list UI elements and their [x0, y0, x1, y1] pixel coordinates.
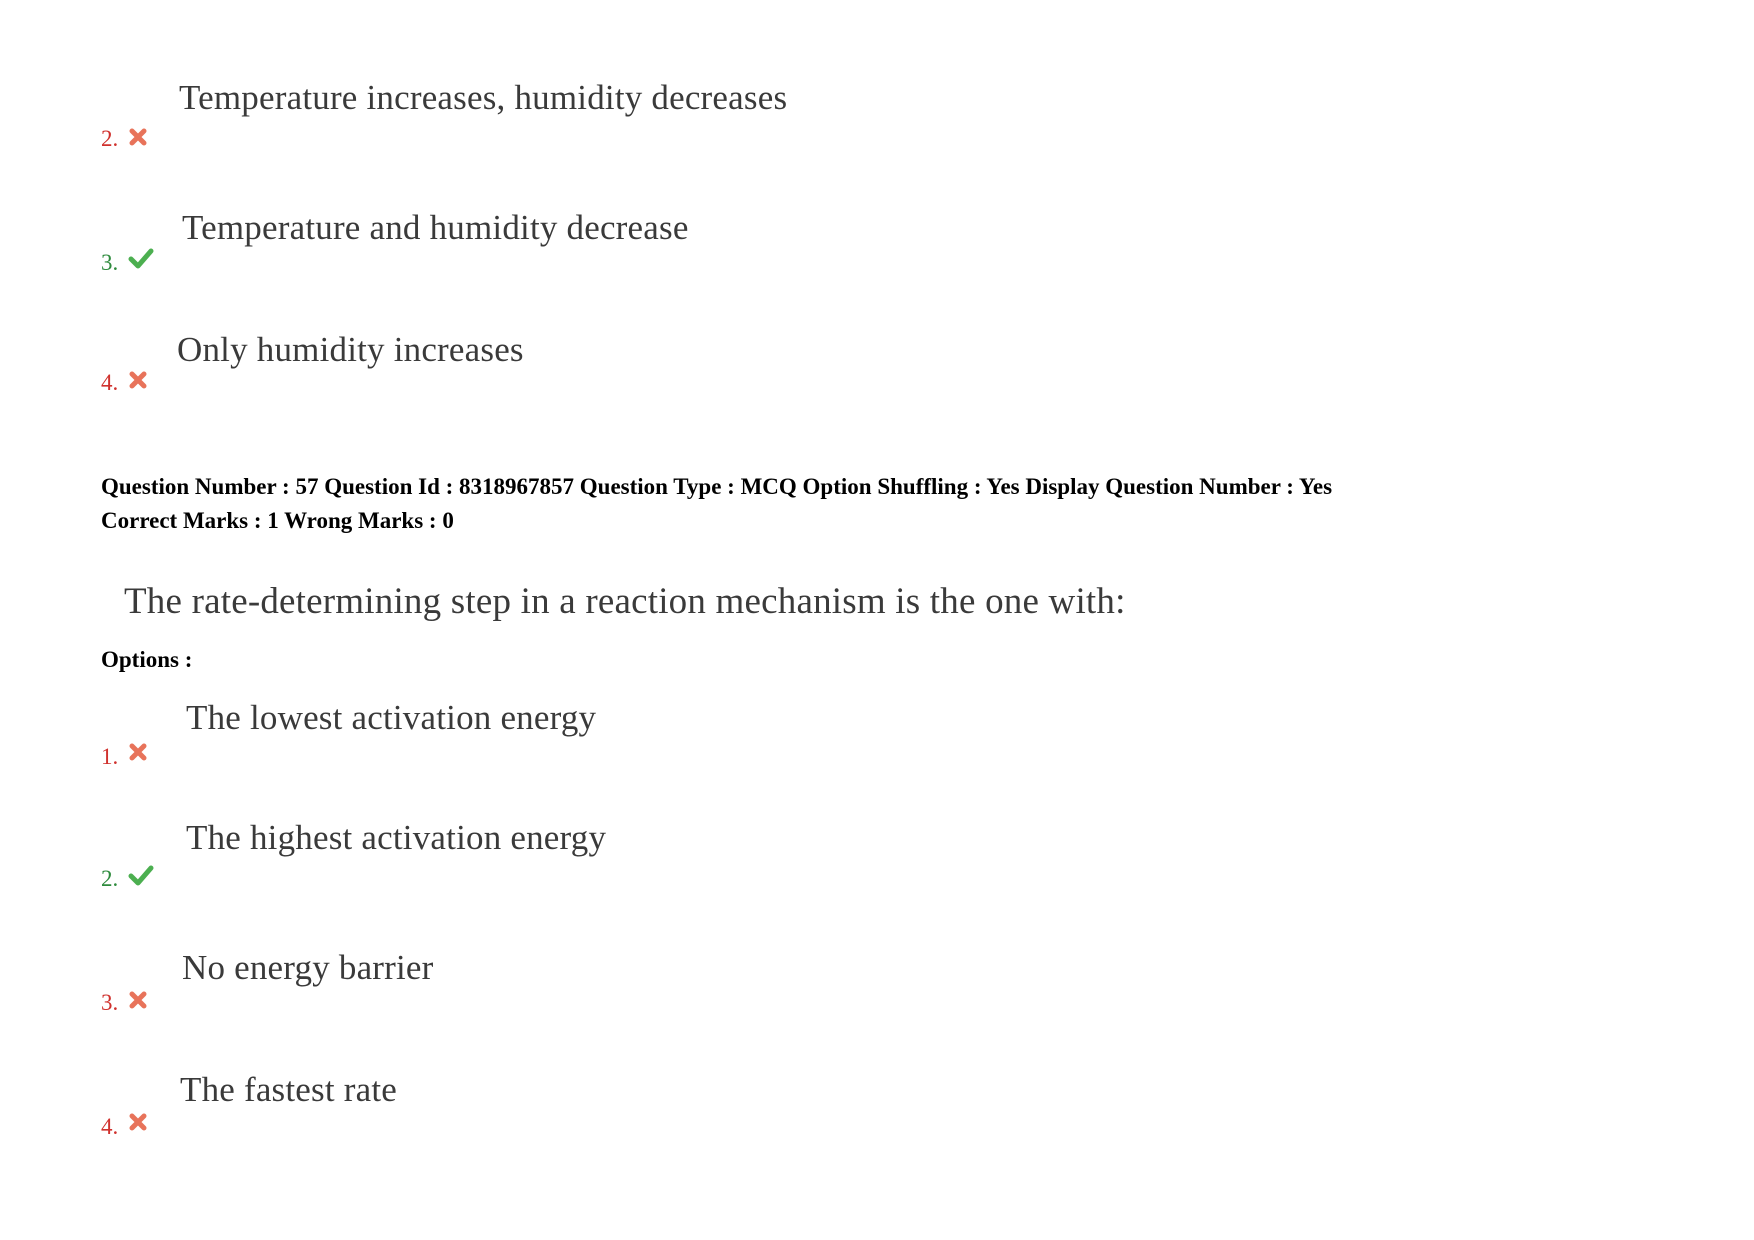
option-number: 3.: [101, 250, 119, 275]
option-number: 2.: [101, 126, 119, 151]
option-number: 3.: [101, 990, 119, 1015]
option-text: Temperature increases, humidity decreases: [179, 78, 788, 117]
option-text: No energy barrier: [182, 948, 434, 987]
question-meta: Question Number : 57 Question Id : 8318967857 Question Type : MCQ Option Shuffling : Yes Display Question Number : Yes: [101, 474, 1333, 499]
option-text: The highest activation energy: [186, 818, 607, 857]
cross-icon: [128, 370, 148, 390]
cross-icon: [128, 990, 148, 1010]
check-icon: [128, 864, 154, 886]
option-number: 2.: [101, 866, 119, 891]
option-row: [0, 690, 1754, 780]
option-number: 1.: [101, 744, 119, 769]
option-row: [0, 1062, 1754, 1152]
option-text: The fastest rate: [180, 1070, 397, 1109]
marks-meta: Correct Marks : 1 Wrong Marks : 0: [101, 508, 454, 533]
option-row: [0, 940, 1754, 1030]
option-row: [0, 200, 1754, 290]
option-row: [0, 810, 1754, 900]
cross-icon: [128, 1112, 148, 1132]
cross-icon: [128, 742, 148, 762]
option-text: Only humidity increases: [177, 330, 524, 369]
options-label: Options :: [101, 647, 193, 672]
option-text: Temperature and humidity decrease: [182, 208, 689, 247]
cross-icon: [128, 127, 148, 147]
option-number: 4.: [101, 1114, 119, 1139]
option-number: 4.: [101, 370, 119, 395]
option-row: [0, 70, 1754, 160]
option-row: [0, 320, 1754, 410]
check-icon: [128, 247, 154, 269]
option-text: The lowest activation energy: [186, 698, 597, 737]
question-text: The rate-determining step in a reaction mechanism is the one with:: [124, 581, 1126, 622]
